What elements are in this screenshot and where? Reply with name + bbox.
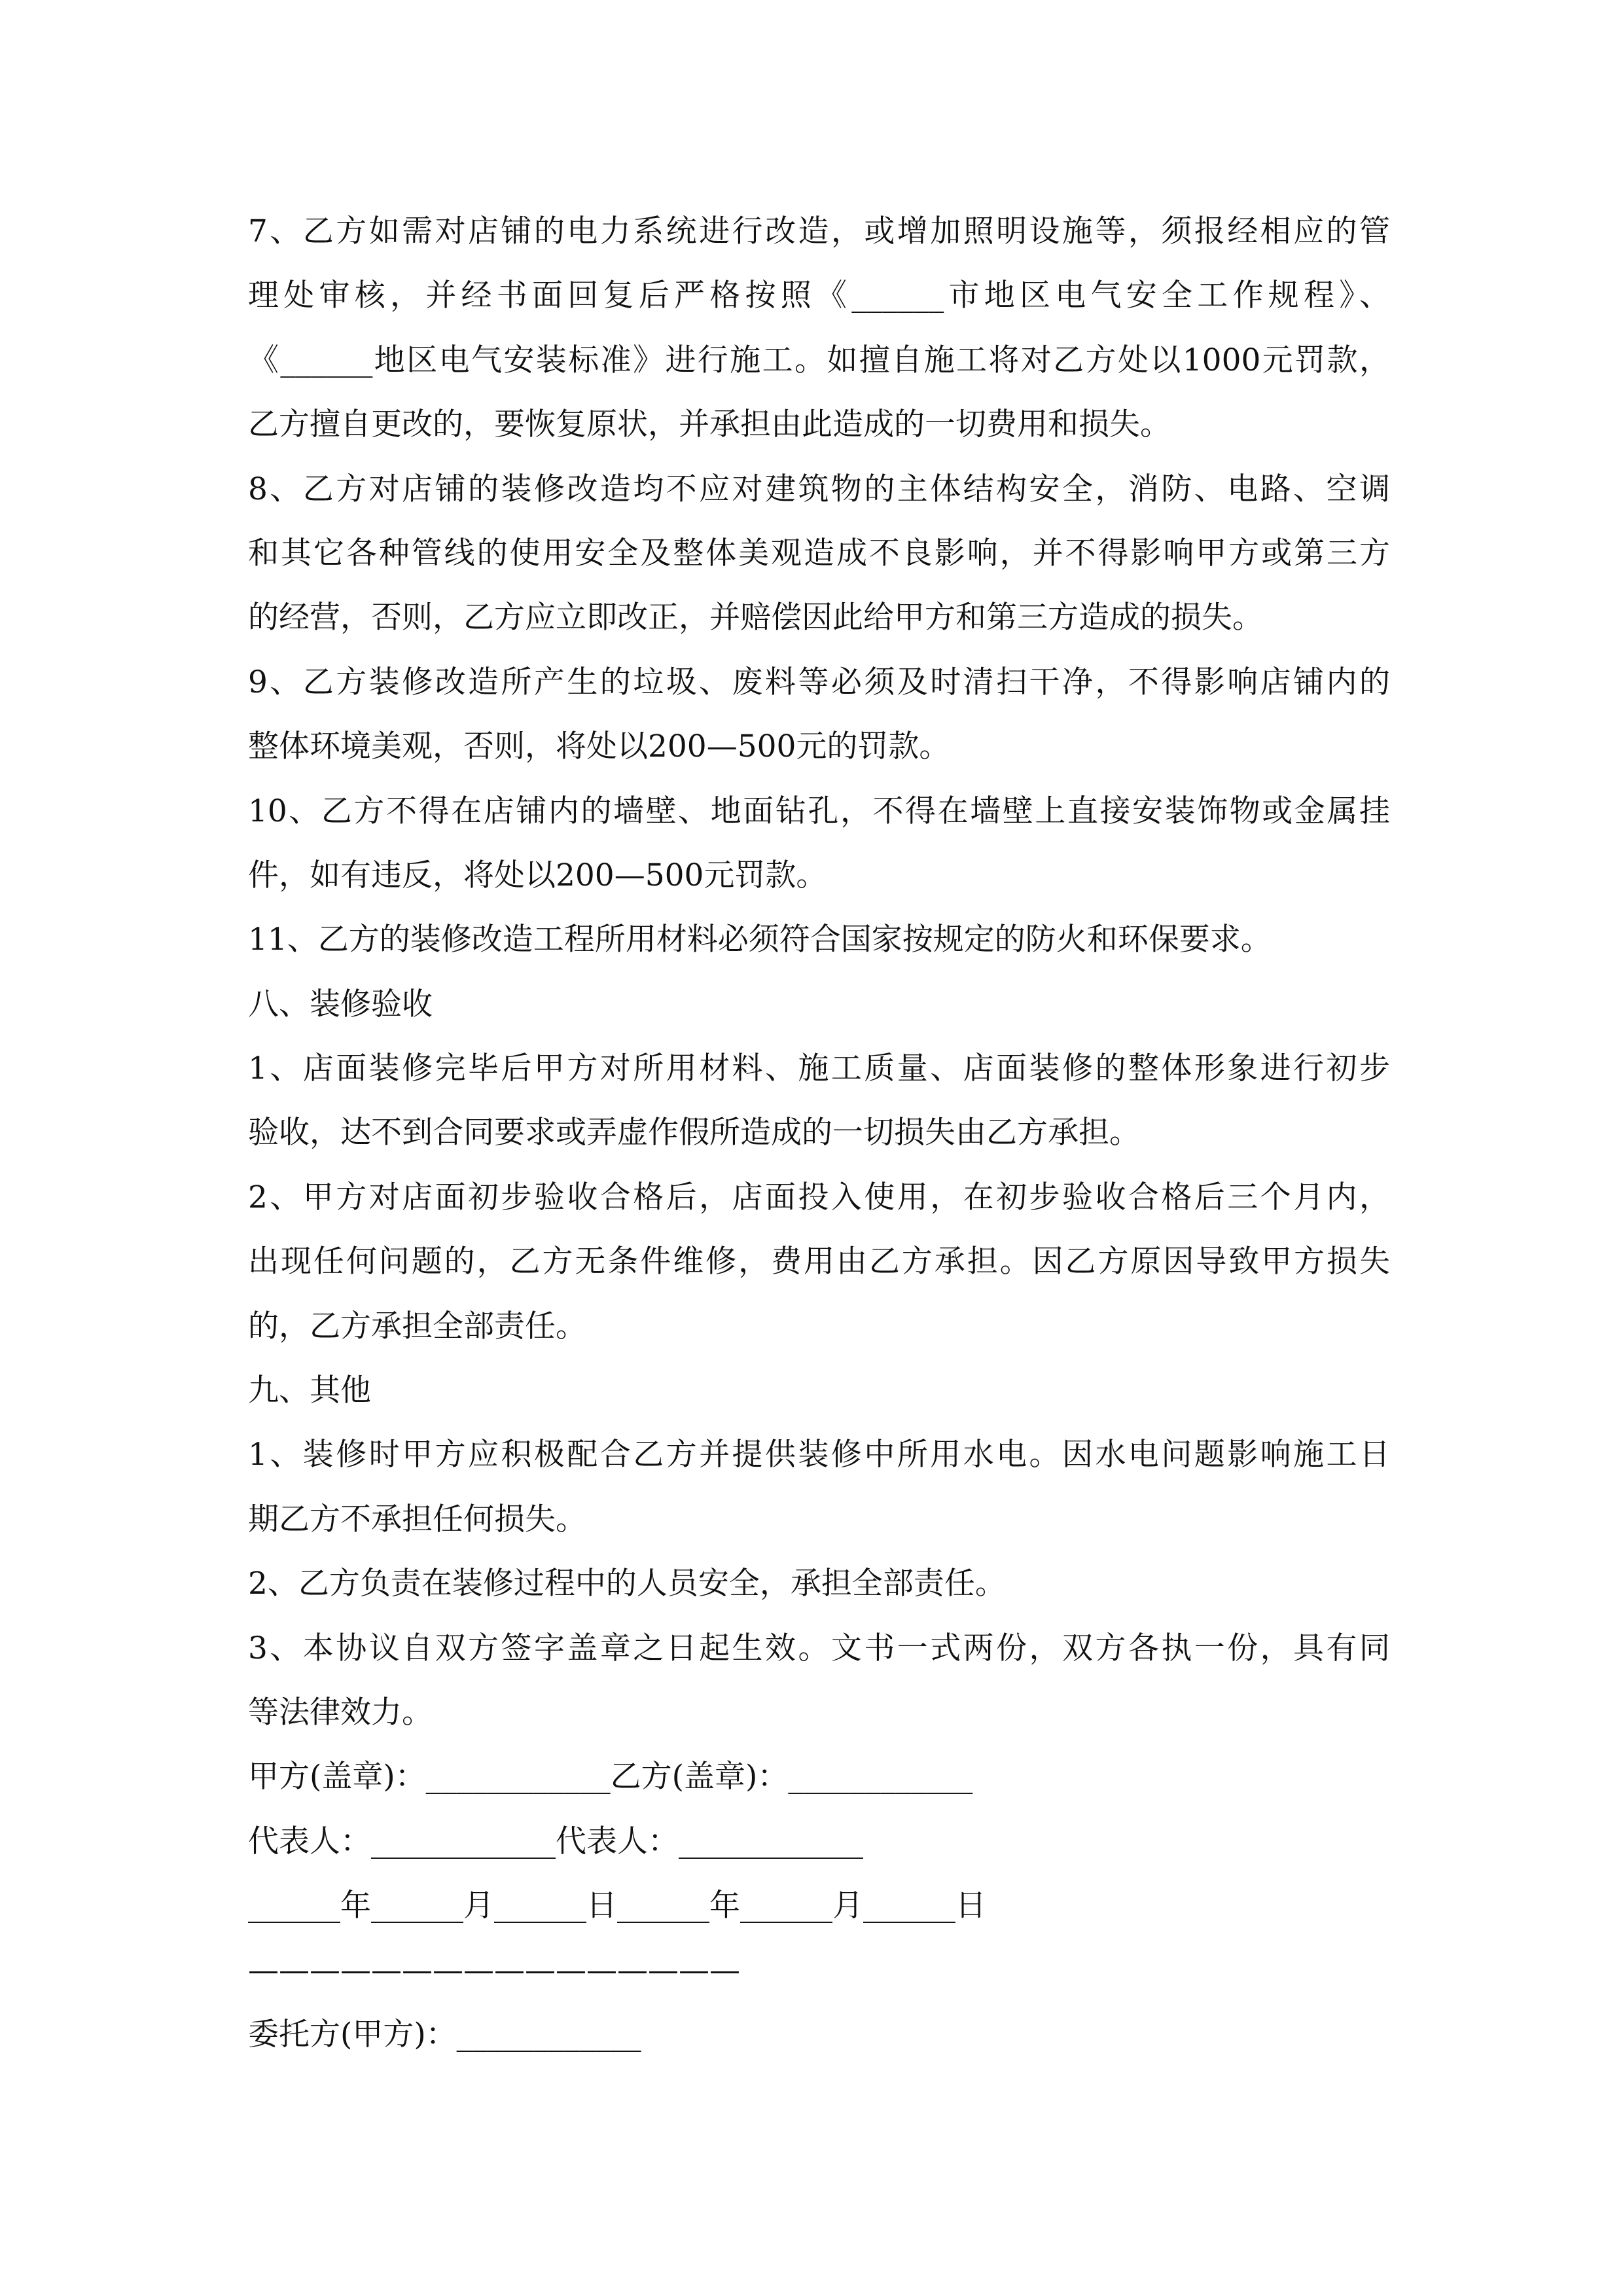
text-line: 九、其他: [248, 1372, 371, 1409]
text-line: 代表人：____________代表人：____________: [248, 1823, 863, 1859]
text-line: 7、乙方如需对店铺的电力系统进行改造，或增加照明设施等，须报经相应的管: [248, 213, 1390, 249]
text-line: 出现任何问题的，乙方无条件维修，费用由乙方承担。因乙方原因导致甲方损失: [248, 1244, 1390, 1280]
text-line: 和其它各种管线的使用安全及整体美观造成不良影响，并不得影响甲方或第三方: [248, 535, 1390, 571]
text-line: 2、乙方负责在装修过程中的人员安全，承担全部责任。: [248, 1566, 1006, 1602]
text-line: ————————————————: [248, 1952, 740, 1988]
text-line: 整体环境美观，否则，将处以200—500元的罚款。: [248, 728, 950, 765]
text-line: 的，乙方承担全部责任。: [248, 1308, 586, 1344]
text-line: 理处审核，并经书面回复后严格按照《______市地区电气安全工作规程》、: [248, 278, 1390, 314]
text-line: 2、甲方对店面初步验收合格后，店面投入使用，在初步验收合格后三个月内，: [248, 1179, 1390, 1215]
text-line: 八、装修验收: [248, 986, 433, 1022]
text-line: 等法律效力。: [248, 1694, 433, 1731]
text-line: 3、本协议自双方签字盖章之日起生效。文书一式两份，双方各执一份，具有同: [248, 1630, 1390, 1666]
text-line: 10、乙方不得在店铺内的墙壁、地面钻孔，不得在墙壁上直接安装饰物或金属挂: [248, 793, 1390, 829]
text-line: 《______地区电气安装标准》进行施工。如擅自施工将对乙方处以1000元罚款，: [248, 342, 1390, 378]
text-line: 件，如有违反，将处以200—500元罚款。: [248, 857, 827, 893]
text-line: ______年______月______日______年______月______日: [248, 1888, 986, 1924]
text-line: 乙方擅自更改的，要恢复原状，并承担由此造成的一切费用和损失。: [248, 406, 1171, 443]
text-line: 甲方(盖章)：____________乙方(盖章)：____________: [248, 1759, 973, 1795]
text-line: 1、店面装修完毕后甲方对所用材料、施工质量、店面装修的整体形象进行初步: [248, 1050, 1390, 1087]
text-line: 1、装修时甲方应积极配合乙方并提供装修中所用水电。因水电问题影响施工日: [248, 1437, 1390, 1473]
text-line: 委托方(甲方)：____________: [248, 2016, 641, 2053]
text-line: 11、乙方的装修改造工程所用材料必须符合国家按规定的防火和环保要求。: [248, 922, 1272, 958]
text-line: 验收，达不到合同要求或弄虚作假所造成的一切损失由乙方承担。: [248, 1115, 1140, 1151]
text-line: 9、乙方装修改造所产生的垃圾、废料等必须及时清扫干净，不得影响店铺内的: [248, 664, 1390, 700]
text-line: 8、乙方对店铺的装修改造均不应对建筑物的主体结构安全，消防、电路、空调: [248, 471, 1390, 507]
text-line: 的经营，否则，乙方应立即改正，并赔偿因此给甲方和第三方造成的损失。: [248, 600, 1263, 636]
document-body: [248, 200, 1390, 2067]
text-line: 期乙方不承担任何损失。: [248, 1501, 586, 1537]
